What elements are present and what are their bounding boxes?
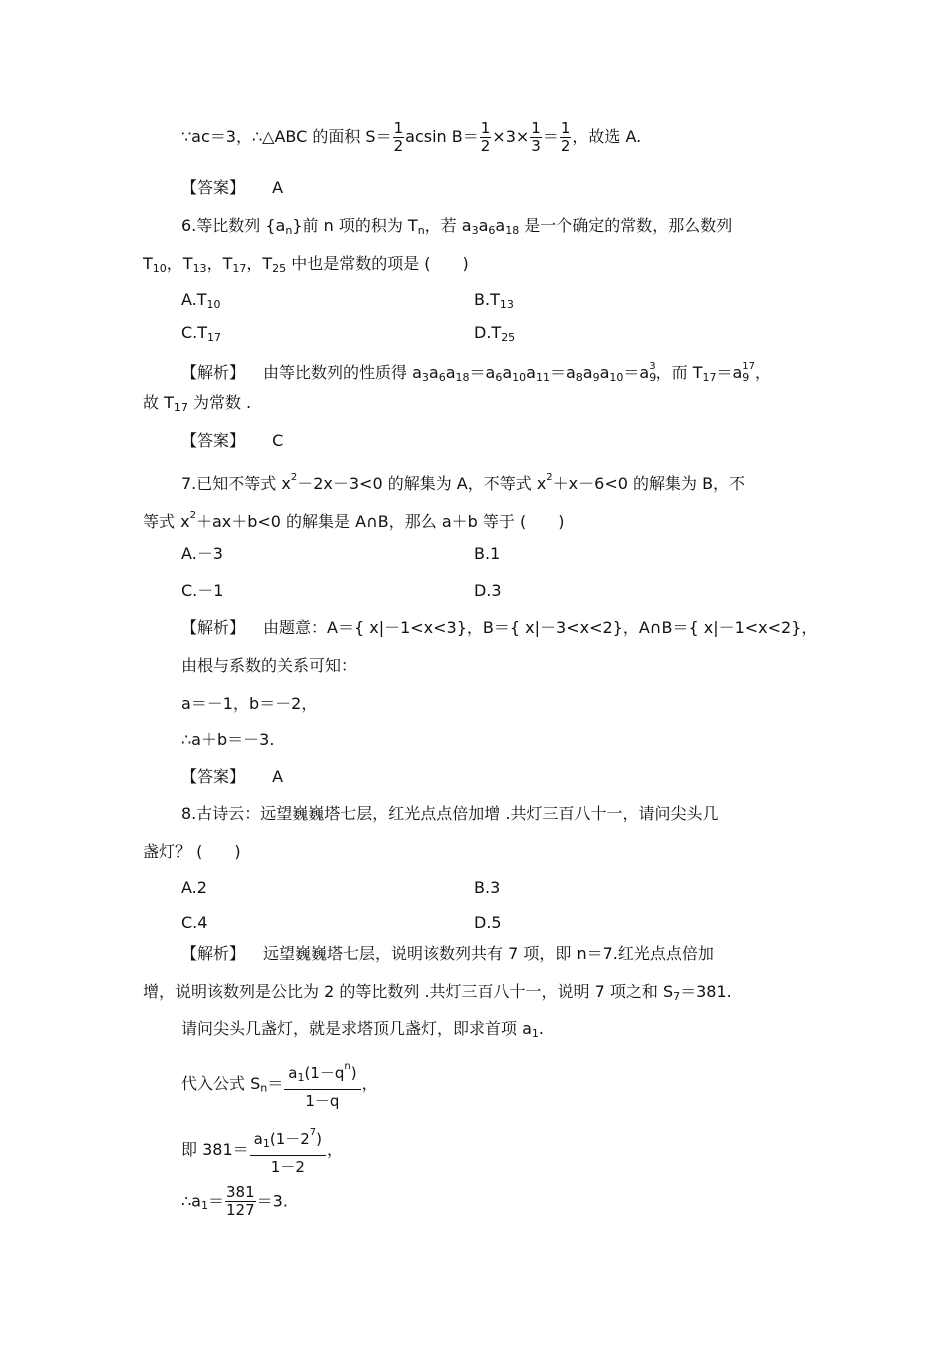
subscript: 8 (575, 371, 583, 384)
subscript: 6 (488, 224, 496, 237)
question-7-line-2 (143, 505, 565, 531)
text: ∴a＋b＝－3. (181, 730, 275, 749)
text: B.T (474, 290, 500, 309)
text: 代入公式 S (181, 1074, 261, 1093)
text: 由题意：A＝{ x|－1<x<3}，B＝{ x|－3<x<2}，A∩B＝{ x|－1<x<2}， (263, 618, 818, 637)
text: 中也是常数的项是 ( ) (286, 254, 469, 273)
numerator: 1 (531, 119, 541, 137)
text: ， (327, 1140, 344, 1159)
question-6-line-2 (143, 253, 469, 275)
text: A.－3 (181, 544, 223, 563)
text: a＝－1，b＝－2， (181, 694, 318, 713)
subscript: 13 (499, 298, 514, 311)
superscript: 3 (649, 361, 656, 372)
solution-7-line-1 (181, 617, 817, 639)
text: ) (316, 1130, 323, 1148)
text: D.3 (474, 581, 502, 600)
text: ，若 a (424, 216, 472, 235)
subscript: 9 (649, 371, 657, 384)
text: a (253, 1130, 263, 1148)
text: 故 T (143, 393, 174, 412)
text: C.－1 (181, 581, 224, 600)
subscript: 3 (421, 371, 429, 384)
text: B.3 (474, 878, 501, 897)
text: a (599, 363, 610, 382)
text: D.T (474, 323, 502, 342)
text: ∵ac＝3，∴△ABC 的面积 S＝ (181, 127, 392, 146)
text: 等式 x (143, 512, 190, 531)
fraction (480, 120, 492, 155)
text: 为常数 . (187, 393, 252, 412)
text: A.2 (181, 878, 207, 897)
text: ＝a (623, 363, 650, 382)
fraction (530, 120, 542, 155)
superscript: n (344, 1061, 351, 1072)
text: ＝a (469, 363, 496, 382)
text: a (288, 1064, 298, 1082)
text: ，故选 A. (572, 127, 642, 146)
text: ＝ (542, 127, 559, 146)
option-d (474, 912, 502, 934)
subscript: 10 (609, 371, 624, 384)
subscript: 25 (501, 331, 516, 344)
text: T (143, 254, 153, 273)
text: 远望巍巍塔七层，说明该数列共有 7 项，即 n＝7.红光点点倍加 (263, 944, 714, 963)
text: 由根与系数的关系可知： (181, 656, 358, 675)
text: C.4 (181, 913, 208, 932)
text: ，T (206, 254, 233, 273)
text: 6.等比数列 {a (181, 216, 286, 235)
option-c (181, 580, 223, 602)
solution-label: 【解析】 (181, 618, 246, 637)
subscript: n (260, 1081, 268, 1095)
denominator: 1－q (305, 1092, 340, 1110)
subscript: n (417, 224, 425, 237)
answer-value: A (272, 178, 284, 197)
text: a (502, 363, 513, 382)
answer-line (181, 766, 283, 788)
subscript: 17 (232, 262, 247, 275)
text: (1－q (304, 1064, 345, 1082)
answer-line (181, 177, 283, 199)
text: ， (755, 363, 772, 382)
subscript: 18 (455, 371, 470, 384)
text: ＋x－6<0 的解集为 B，不 (552, 474, 746, 493)
text: a (428, 363, 439, 382)
solution-8-line-2 (143, 981, 732, 1003)
question-8-line-2 (143, 841, 241, 863)
text: ，而 T (655, 363, 703, 382)
formula-line-3 (181, 1184, 288, 1219)
text: ， (361, 1074, 378, 1093)
option-c (181, 912, 207, 934)
text: B.1 (474, 544, 501, 563)
option-d (474, 322, 515, 344)
subscript: 13 (192, 262, 207, 275)
text: －2x－3<0 的解集为 A，不等式 x (297, 474, 547, 493)
subscript: 9 (592, 371, 600, 384)
text: a (582, 363, 593, 382)
text: (1－2 (269, 1130, 310, 1148)
fraction (284, 1056, 360, 1112)
option-a (181, 289, 221, 311)
numerator (250, 1122, 326, 1156)
numerator (284, 1056, 360, 1090)
solution-label: 【解析】 (181, 944, 246, 963)
text: C.T (181, 323, 208, 342)
denominator: 2 (393, 137, 404, 155)
solution-7-line-2 (181, 655, 357, 677)
text: ，T (246, 254, 273, 273)
subscript: 3 (471, 224, 479, 237)
fraction (393, 120, 405, 155)
text: ∴a (181, 1191, 201, 1211)
subscript: 1 (200, 1199, 208, 1212)
text: ＝a (716, 363, 743, 382)
text: 盏灯？ ( ) (143, 842, 241, 861)
solution-8-line-3 (181, 1018, 544, 1040)
option-b (474, 543, 500, 565)
text: a (526, 363, 536, 382)
question-6-line-1 (181, 215, 732, 237)
solution-6-line-1 (181, 356, 772, 384)
subscript: 10 (206, 298, 221, 311)
text: A.T (181, 290, 207, 309)
question-7-line-1 (181, 467, 746, 493)
text: a (495, 216, 506, 235)
formula-line-1 (181, 1056, 378, 1112)
numerator: 1 (480, 119, 491, 137)
option-a (181, 877, 207, 899)
subscript: 6 (495, 371, 503, 384)
fraction (560, 120, 572, 155)
subscript: 17 (173, 401, 188, 414)
text: 请问尖头几盏灯，就是求塔顶几盏灯，即求首项 a (181, 1019, 532, 1038)
text: ＝381. (680, 982, 732, 1001)
question-8-line-1 (181, 803, 718, 825)
text: ＋ax＋b<0 的解集是 A∩B，那么 a＋b 等于 ( ) (195, 512, 565, 531)
text: ×3× (492, 127, 530, 146)
answer-label: 【答案】 (181, 431, 246, 450)
subscript: 1 (262, 1137, 270, 1150)
subscript: 6 (438, 371, 446, 384)
subscript: 17 (207, 331, 222, 344)
numerator: 1 (393, 119, 404, 137)
answer-line (181, 430, 283, 452)
text: 是一个确定的常数，那么数列 (519, 216, 733, 235)
option-b (474, 289, 514, 311)
answer-label: 【答案】 (181, 767, 246, 786)
subscript: 7 (673, 990, 681, 1003)
text: 8.古诗云：远望巍巍塔七层，红光点点倍加增 .共灯三百八十一，请问尖头几 (181, 804, 719, 823)
option-b (474, 877, 500, 899)
denominator: 127 (226, 1201, 255, 1219)
subscript: 17 (702, 371, 717, 384)
fraction (250, 1122, 326, 1178)
text: D.5 (474, 913, 502, 932)
text: 即 381＝ (181, 1140, 249, 1159)
subscript: 1 (297, 1071, 305, 1084)
subscript: n (285, 224, 293, 237)
text: ＝ (207, 1191, 224, 1211)
option-c (181, 322, 221, 344)
superscript: 2 (189, 510, 196, 521)
superscript: 2 (546, 472, 553, 483)
answer-value: C (272, 431, 284, 450)
subscript: 25 (272, 262, 287, 275)
denominator: 1－2 (270, 1158, 305, 1176)
area-equation-line (181, 120, 641, 155)
solution-7-line-3 (181, 693, 317, 715)
formula-line-2 (181, 1122, 343, 1178)
solution-7-line-4 (181, 729, 274, 751)
option-a (181, 543, 223, 565)
text: ) (350, 1064, 357, 1082)
denominator: 2 (560, 137, 571, 155)
text: ＝ (267, 1074, 284, 1093)
text: 增，说明该数列是公比为 2 的等比数列 .共灯三百八十一，说明 7 项之和 S (143, 982, 674, 1001)
subscript: 10 (152, 262, 167, 275)
superscript: 2 (290, 472, 298, 483)
text: ＝3. (256, 1191, 288, 1211)
answer-value: A (272, 767, 284, 786)
denominator: 2 (480, 137, 491, 155)
numerator: 381 (226, 1183, 255, 1201)
text: a (445, 363, 456, 382)
subscript: 18 (505, 224, 520, 237)
text: acsin B＝ (405, 127, 479, 146)
denominator: 3 (531, 137, 541, 155)
subscript: 1 (531, 1027, 539, 1040)
text: ＝a (549, 363, 576, 382)
subscript: 9 (742, 371, 750, 384)
superscript: 7 (309, 1127, 317, 1138)
numerator: 1 (560, 119, 571, 137)
text: . (538, 1019, 544, 1038)
solution-8-line-1 (181, 943, 714, 965)
subscript: 10 (512, 371, 527, 384)
subscript: 11 (535, 371, 550, 384)
solution-6-line-2 (143, 392, 251, 414)
answer-label: 【答案】 (181, 178, 246, 197)
solution-label: 【解析】 (181, 363, 246, 382)
option-d (474, 580, 502, 602)
text: 7.已知不等式 x (181, 474, 291, 493)
text: }前 n 项的积为 T (292, 216, 418, 235)
text: ，T (166, 254, 193, 273)
text: 由等比数列的性质得 a (263, 363, 422, 382)
text: a (478, 216, 489, 235)
fraction (225, 1184, 256, 1219)
superscript: 17 (742, 361, 756, 372)
